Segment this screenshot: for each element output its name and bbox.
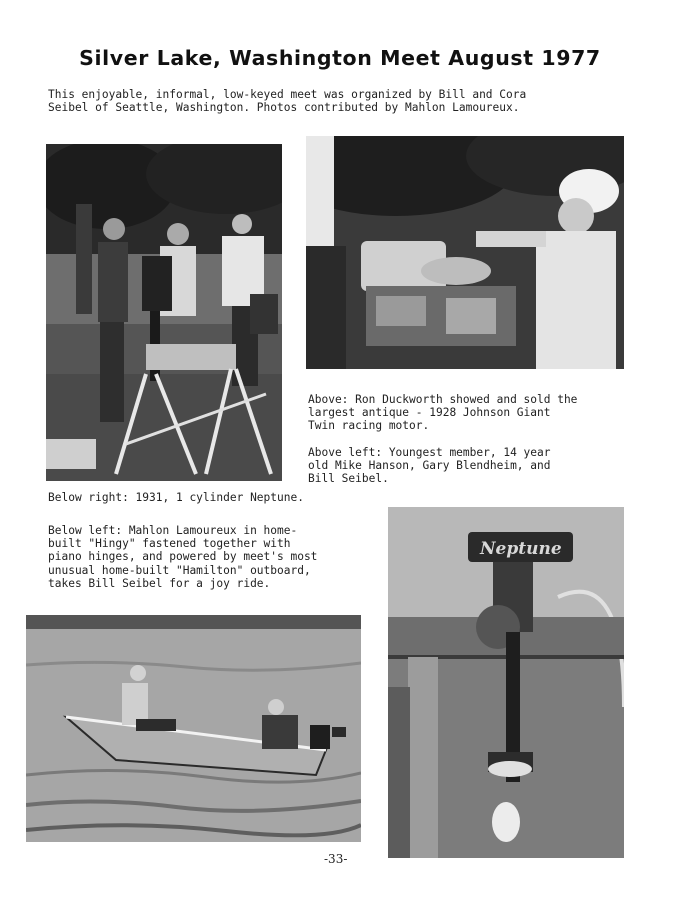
caption-above-line: largest antique - 1928 Johnson Giant — [308, 406, 551, 420]
caption-above-line: Above: Ron Duckworth showed and sold the — [308, 393, 578, 406]
caption-below-left-line: built "Hingy" fastened together with — [48, 537, 291, 551]
photo-neptune-motor — [388, 507, 624, 858]
caption-below-right: Below right: 1931, 1 cylinder Neptune. — [48, 491, 304, 504]
caption-below-left — [48, 524, 317, 590]
caption-above — [308, 393, 577, 433]
caption-above-left-line: old Mike Hanson, Gary Blendheim, and — [308, 459, 551, 473]
caption-below-left-line: piano hinges, and powered by meet's most — [48, 550, 318, 564]
intro-line: Seibel of Seattle, Washington. Photos contributed by Mahlon Lamoureux. — [48, 101, 520, 115]
page-number: -33- — [324, 852, 348, 866]
photo-men-at-motor-stands — [46, 144, 282, 481]
caption-above-line: Twin racing motor. — [308, 419, 430, 433]
caption-above-left-line: Bill Seibel. — [308, 472, 389, 486]
photo-hingy-boat-on-lake — [26, 615, 361, 842]
caption-above-left — [308, 446, 550, 486]
page-title: Silver Lake, Washington Meet August 1977 — [79, 46, 601, 70]
caption-below-left-line: Below left: Mahlon Lamoureux in home- — [48, 524, 298, 537]
photo-johnson-giant-twin — [306, 136, 624, 369]
caption-below-left-line: unusual home-built "Hamilton" outboard, — [48, 563, 311, 577]
intro-line: This enjoyable, informal, low-keyed meet was organized by Bill and Cora — [48, 88, 527, 101]
intro-paragraph — [48, 88, 526, 114]
caption-above-left-line: Above left: Youngest member, 14 year — [308, 446, 551, 459]
neptune-brand-lettering: Neptune — [480, 539, 562, 559]
caption-below-left-line: takes Bill Seibel for a joy ride. — [48, 576, 271, 590]
